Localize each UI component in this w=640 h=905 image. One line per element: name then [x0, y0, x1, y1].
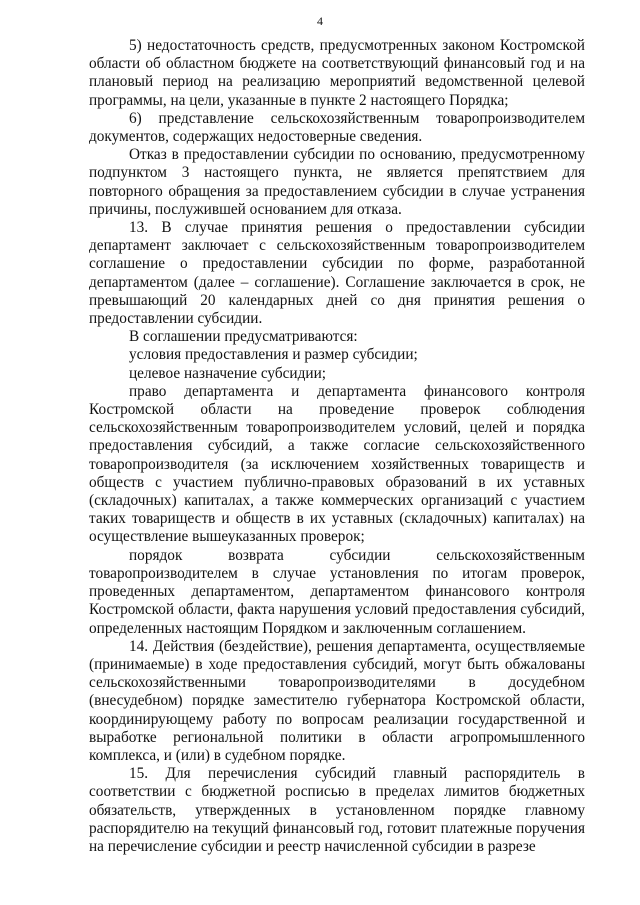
- paragraph-refusal-note: Отказ в предоставлении субсидии по основанию, предусмотренному подпунктом 3 настоящего пункта, не является препятствием для повторного обращения за предоставлением субсидии в случае устранения причины, послужившей основанием для отказа.: [89, 146, 585, 218]
- paragraph-agreement-purpose: целевое назначение субсидии;: [129, 364, 327, 382]
- paragraph-section-13: 13. В случае принятия решения о предоставлении субсидии департамент заключает с сельскохозяйственным товаропроизводителем соглашение о предоставлении субсидии по форме, разработанной департаментом (далее – соглашение). Соглашение заключается в срок, не превышающий 20 календарных дней со дня принятия решения о предоставлении субсидии.: [89, 219, 585, 328]
- paragraph-agreement-inspections: право департамента и департамента финансового контроля Костромской области на проведение проверок соблюдения сельскохозяйственным товаропроизводителем условий, целей и порядка предоставления субсидий, а также согласие сельскохозяйственного товаропроизводителя (за исключением хозяйственных товариществ и обществ с участием публично-правовых образований в их уставных (складочных) капиталах, а также коммерческих организаций с участием таких товариществ и обществ в их уставных (складочных) капиталах) на осуществление вышеуказанных проверок;: [89, 382, 585, 546]
- paragraph-section-15: 15. Для перечисления субсидий главный распорядитель в соответствии с бюджетной росписью в пределах лимитов бюджетных обязательств, утвержденных в установленном порядке главному распорядителю на текущий финансовый год, готовит платежные поручения на перечисление субсидии и реестр начисленной субсидии в разрезе: [89, 765, 585, 855]
- paragraph-agreement-intro: В соглашении предусматриваются:: [129, 328, 358, 346]
- paragraph-agreement-refund: порядок возврата субсидии сельскохозяйственным товаропроизводителем в случае установления по итогам проверок, проведенных департаментом, департаментом финансового контроля Костромской области, факта нарушения условий предоставления субсидий, определенных настоящим Порядком и заключенным соглашением.: [89, 546, 585, 637]
- paragraph-item-6: 6) представление сельскохозяйственным товаропроизводителем документов, содержащих недостоверные сведения.: [89, 109, 585, 146]
- paragraph-agreement-conditions: условия предоставления и размер субсидии;: [129, 346, 418, 364]
- paragraph-section-14: 14. Действия (бездействие), решения департамента, осуществляемые (принимаемые) в ходе предоставления субсидий, могут быть обжалованы сельскохозяйственными товаропроизводителями в досудебном (внесудебном) порядке заместителю губернатора Костромской области, координирующему работу по вопросам реализации государственной и выработке региональной политики в области агропромышленного комплекса, и (или) в судебном порядке.: [89, 637, 585, 764]
- document-body: [89, 37, 585, 856]
- page-number: 4: [317, 14, 323, 28]
- paragraph-item-5: 5) недостаточность средств, предусмотренных законом Костромской области об областном бюджете на соответствующий финансовый год и на плановый период на реализацию мероприятий ведомственной целевой программы, на цели, указанные в пункте 2 настоящего Порядка;: [89, 37, 585, 109]
